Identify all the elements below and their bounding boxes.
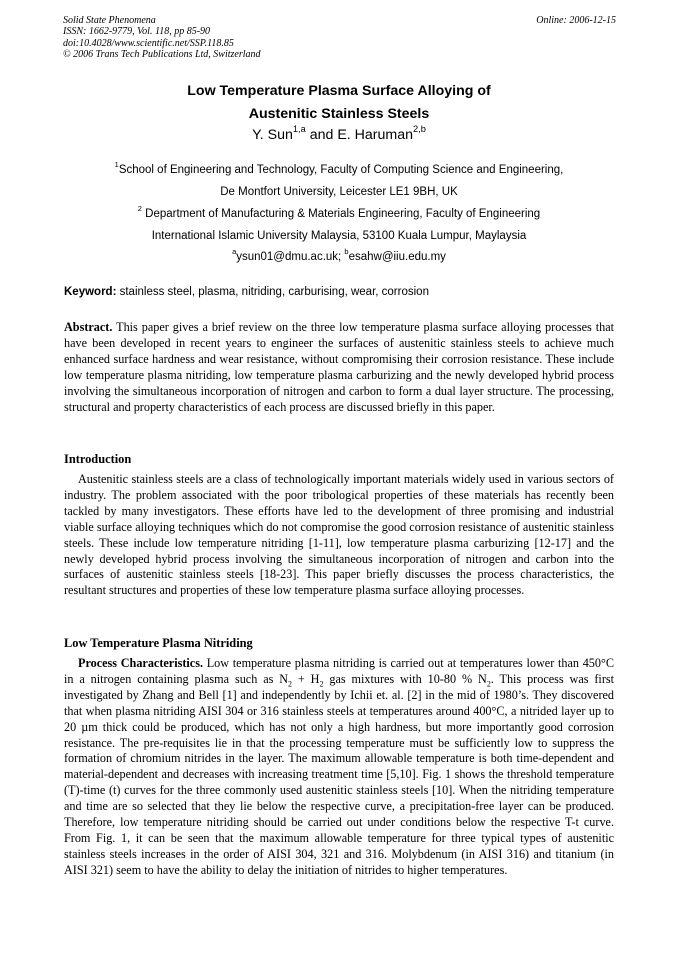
affiliation-2-line-2: International Islamic University Malaysia, 53100 Kuala Lumpur, Maylaysia [151,230,527,242]
abstract-label: Abstract. [64,320,113,334]
paper-title-line-1: Low Temperature Plasma Surface Alloying of [187,83,491,99]
email-b-mark: b [344,247,349,257]
author-1-mark: 1,a [292,124,306,135]
introduction-text: Austenitic stainless steels are a class of technologically important materials widely used in various sectors of industry. The problem associated with the poor tribological properties of these materials has recently been tackled by many investigators. These efforts have led to the development of three promising and industrial viable surface alloying techniques which do not compromise the good corrosion resistance of austenitic stainless steels. These include low temperature nitriding [1-11], low temperature plasma carburizing [12-17] and the newly developed hybrid process involving the simultaneous incorporation of nitrogen and carbon into the surfaces of austenitic stainless steels [18-23]. This paper briefly discusses the process characteristics, the resultant structures and properties of these low temperature plasma surface alloying processes. [64,472,614,598]
subscript-2: 2 [288,679,293,689]
nitriding-text-d: . This process was first investigated by Zhang and Bell [1] and independently by Ichii et. al. [2] in the mid of 1980’s. They discovered that when plasma nitriding AISI 304 or 316 stainless steels at temperatures around 400°C, a nitrided layer up to 20 µm thick could be produced, which has not only a high hardness, but more importantly good corrosion resistance. The pre-requisites lie in that the processing temperature must be sufficiently low to suppress the formation of chromium nitrides in the layer. The maximum allowable temperature is both time-dependent and material-dependent and decreases with increasing treatment time [5,10]. Fig. 1 shows the threshold temperature (T)-time (t) curves for the three commonly used austenitic stainless steels [10]. When the nitriding temperature and time are so selected that they lie below the respective curve, a precipitation-free layer can be produced. Therefore, low temperature nitriding should be carried out under conditions below the respective T-t curve. From Fig. 1, it can be seen that the maximum allowable temperature for three typical types of austenitic stainless steels increases in the order of AISI 304, 321 and 316. Molybdenum (in AISI 316) and titanium (in AISI 321) seem to have the ability to delay the initiation of nitrides to higher temperatures. [64,671,615,877]
affiliation-2-text: Department of Manufacturing & Materials Engineering, Faculty of Engineering [141,208,541,220]
journal-header [63,15,261,60]
author-1: Y. Sun [252,127,293,143]
author-2: E. Haruman [337,127,414,143]
introduction-heading: Introduction [64,452,132,466]
journal-name: Solid State Phenomena [63,15,156,26]
subscript-2: 2 [319,679,324,689]
email-a-mark: a [232,247,237,257]
online-date: Online: 2006-12-15 [536,15,616,26]
affiliation-1-mark: 1 [114,160,119,170]
nitriding-text-b: + H [292,671,320,686]
author-and: and [305,127,338,143]
author-2-mark: 2,b [413,124,426,135]
affiliation-1-line-2: De Montfort University, Leicester LE1 9BH, UK [220,186,458,198]
abstract [64,320,614,415]
issn-line: ISSN: 1662-9779, Vol. 118, pp 85-90 [63,26,211,38]
keywords-label: Keyword: [64,286,117,298]
affiliation-2-line-1 [0,204,678,220]
nitriding-text-a: Low temperature plasma nitriding is carried out at temperatures lower than 450°C in a nitrogen containing plasma such as N [64,656,614,686]
copyright-line: © 2006 Trans Tech Publications Ltd, Switzerland [63,48,261,60]
nitriding-heading: Low Temperature Plasma Nitriding [64,636,253,650]
email-a: ysun01@dmu.ac.uk; [236,251,345,263]
email-b: esahw@iiu.edu.my [348,251,446,263]
keywords [64,286,429,298]
doi-line: doi:10.4028/www.scientific.net/SSP.118.85 [63,37,234,49]
paper-title-line-2: Austenitic Stainless Steels [248,106,430,122]
nitriding-text [64,656,614,879]
affiliation-1-line-1 [0,160,678,176]
affiliation-1-text: School of Engineering and Technology, Faculty of Computing Science and Engineering, [118,164,564,176]
subscript-2: 2 [486,679,491,689]
keywords-text: stainless steel, plasma, nitriding, carburising, wear, corrosion [116,286,429,298]
author-line [0,124,678,143]
email-line [0,247,678,263]
abstract-text: This paper gives a brief review on the three low temperature plasma surface alloying processes that have been developed in recent years to engineer the surfaces of austenitic stainless steels to achieve much enhanced surface hardness and wear resistance, without compromising their corrosion resistance. These include low temperature plasma nitriding, low temperature plasma carburizing and the newly developed hybrid process involving the simultaneous incorporation of nitrogen and carbon to form a dual layer structure. The processing, structural and property characteristics of each process are discussed briefly in this paper. [64,320,614,414]
process-characteristics-label: Process Characteristics. [78,656,203,670]
nitriding-text-c: gas mixtures with 10-80 % N [323,671,487,686]
affiliation-2-mark: 2 [137,204,142,214]
